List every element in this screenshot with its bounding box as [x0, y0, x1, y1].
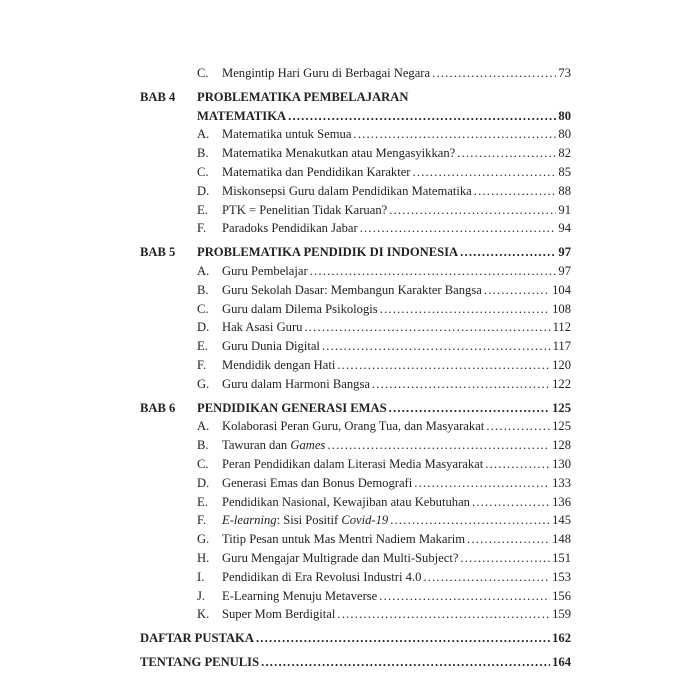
- page-number: 120: [552, 357, 571, 372]
- page-number: 97: [558, 263, 571, 278]
- toc-entry: [140, 219, 571, 238]
- page-number: 153: [552, 569, 571, 584]
- chapter-number: BAB 6: [140, 400, 176, 415]
- dot-leader: [337, 356, 550, 375]
- dot-leader: [414, 474, 550, 493]
- page-number: 97: [558, 245, 571, 260]
- entry-title-part: Peran Pendidikan dalam Literasi Media Masyarakat: [222, 456, 484, 471]
- entry-title: [222, 318, 302, 337]
- entry-title-part: Guru dalam Harmoni Bangsa: [222, 376, 370, 391]
- toc-entry: [140, 356, 571, 375]
- toc-backmatter-entry: [140, 629, 571, 648]
- page-number: 130: [552, 456, 571, 471]
- page-number: 151: [552, 550, 571, 565]
- page-number: 91: [558, 202, 571, 217]
- entry-title-part: PROBLEMATIKA PEMBELAJARAN: [197, 89, 409, 104]
- toc-chapter-entry: [140, 88, 571, 107]
- entry-title-part: PROBLEMATIKA PENDIDIK DI INDONESIA: [197, 245, 459, 260]
- entry-title: [222, 281, 482, 300]
- entry-title-part: Generasi Emas dan Bonus Demografi: [222, 475, 413, 490]
- entry-title-part: Guru Dunia Digital: [222, 339, 320, 354]
- dot-leader: [322, 337, 551, 356]
- page-number: 136: [552, 494, 571, 509]
- dot-leader: [379, 587, 550, 606]
- page-number: 133: [552, 475, 571, 490]
- entry-title-part: Matematika untuk Semua: [222, 127, 352, 142]
- toc-entry: [140, 375, 571, 394]
- entry-title: [222, 300, 378, 319]
- toc-entry: [140, 262, 571, 281]
- entry-letter: E.: [197, 339, 208, 354]
- entry-title-part: Hak Asasi Guru: [222, 320, 303, 335]
- entry-letter: D.: [197, 183, 210, 198]
- toc-entry: [140, 144, 571, 163]
- dot-leader: [457, 144, 556, 163]
- entry-title: [222, 201, 387, 220]
- entry-title: [222, 605, 335, 624]
- entry-letter: G.: [197, 532, 210, 547]
- entry-title-part: E-Learning Menuju Metaverse: [222, 588, 378, 603]
- page-number: 112: [552, 320, 571, 335]
- page-number: 94: [558, 221, 571, 236]
- entry-title: [222, 182, 472, 201]
- entry-title: [222, 474, 412, 493]
- entry-letter: C.: [197, 66, 209, 80]
- entry-title-part: MATEMATIKA: [197, 108, 287, 123]
- dot-leader: [474, 182, 557, 201]
- entry-title-part: Guru Mengajar Multigrade dan Multi-Subject?: [222, 550, 459, 565]
- page-number: 145: [552, 513, 571, 528]
- dot-leader: [485, 455, 550, 474]
- entry-letter: K.: [197, 607, 210, 622]
- entry-title-part: Titip Pesan untuk Mas Mentri Nadiem Makarim: [222, 532, 465, 547]
- entry-title-part: Super Mom Berdigital: [222, 607, 336, 622]
- page-number: 117: [552, 339, 571, 354]
- dot-leader: [261, 653, 550, 672]
- entry-letter: B.: [197, 146, 209, 161]
- entry-title-part: Covid-19: [341, 513, 389, 528]
- entry-title-part: Pendidikan Nasional, Kewajiban atau Kebutuhan: [222, 494, 470, 509]
- dot-leader: [467, 530, 550, 549]
- page-number: 80: [558, 127, 571, 142]
- dot-leader: [460, 243, 556, 262]
- toc-entry: [140, 568, 571, 587]
- dot-leader: [423, 568, 550, 587]
- entry-title: [222, 587, 377, 606]
- dot-leader: [389, 201, 556, 220]
- entry-title-part: Mendidik dengan Hati: [222, 357, 336, 372]
- page-number: 108: [552, 301, 571, 316]
- page-number: 148: [552, 532, 571, 547]
- toc-entry: [140, 125, 571, 144]
- dot-leader: [472, 493, 550, 512]
- toc-chapter-entry: [140, 107, 571, 126]
- entry-letter: A.: [197, 419, 210, 434]
- dot-leader: [484, 281, 550, 300]
- entry-title-part: Games: [290, 438, 326, 453]
- entry-letter: D.: [197, 475, 210, 490]
- toc-entry: [140, 605, 571, 624]
- entry-title-part: Matematika dan Pendidikan Karakter: [222, 164, 411, 179]
- page-number: 122: [552, 376, 571, 391]
- entry-title-part: Miskonsepsi Guru dalam Pendidikan Matematika: [222, 183, 472, 198]
- toc-entry: [140, 201, 571, 220]
- entry-letter: B.: [197, 438, 209, 453]
- page-number: 125: [552, 419, 571, 434]
- toc-entry: [140, 549, 571, 568]
- toc-entry: [140, 337, 571, 356]
- entry-letter: A.: [197, 127, 210, 142]
- entry-title: [222, 549, 458, 568]
- dot-leader: [390, 511, 550, 530]
- entry-title-part: Pendidikan di Era Revolusi Industri 4.0: [222, 569, 422, 584]
- entry-letter: B.: [197, 282, 209, 297]
- dot-leader: [310, 262, 557, 281]
- page-number: 159: [552, 607, 571, 622]
- page-number: 156: [552, 588, 571, 603]
- entry-title-part: Guru Pembelajar: [222, 263, 308, 278]
- entry-letter: A.: [197, 263, 210, 278]
- entry-title-part: PTK = Penelitian Tidak Karuan?: [222, 202, 388, 217]
- toc-entry: [140, 300, 571, 319]
- entry-title-part: : Sisi Positif: [276, 513, 342, 528]
- entry-title: [222, 163, 411, 182]
- entry-title: [222, 493, 470, 512]
- entry-letter: I.: [197, 569, 205, 584]
- dot-leader: [337, 605, 550, 624]
- entry-title-part: Matematika Menakutkan atau Mengasyikkan?: [222, 146, 456, 161]
- page-number: 104: [552, 282, 571, 297]
- entry-title-part: PENDIDIKAN GENERASI EMAS: [197, 400, 387, 415]
- entry-letter: J.: [197, 588, 206, 603]
- chapter-number: BAB 5: [140, 245, 176, 260]
- entry-letter: F.: [197, 221, 207, 236]
- dot-leader: [353, 125, 556, 144]
- toc-chapter-entry: [140, 399, 571, 418]
- entry-letter: F.: [197, 513, 207, 528]
- toc-entry: [140, 436, 571, 455]
- page-number: 88: [558, 183, 571, 198]
- entry-letter: G.: [197, 376, 210, 391]
- toc-entry: [140, 511, 571, 530]
- entry-title: [222, 417, 484, 436]
- dot-leader: [460, 549, 550, 568]
- entry-title: [222, 144, 455, 163]
- dot-leader: [380, 300, 550, 319]
- entry-title-part: E-learning: [222, 513, 277, 528]
- toc-entry: [140, 318, 571, 337]
- entry-title-part: Mengintip Hari Guru di Berbagai Negara: [222, 66, 431, 80]
- toc-entry: [140, 281, 571, 300]
- toc-entry: [140, 474, 571, 493]
- entry-title: [140, 629, 254, 648]
- page-number: 128: [552, 438, 571, 453]
- page-number: 164: [552, 654, 571, 669]
- toc-entry: [140, 493, 571, 512]
- dot-leader: [288, 107, 556, 126]
- entry-title: [222, 337, 320, 356]
- toc-chapter-entry: [140, 243, 571, 262]
- entry-title-part: Kolaborasi Peran Guru, Orang Tua, dan Masyarakat: [222, 419, 485, 434]
- entry-letter: C.: [197, 456, 209, 471]
- dot-leader: [327, 436, 550, 455]
- entry-title: [140, 653, 259, 672]
- entry-letter: F.: [197, 357, 207, 372]
- dot-leader: [372, 375, 550, 394]
- toc-entry: [140, 417, 571, 436]
- entry-title-part: Paradoks Pendidikan Jabar: [222, 221, 358, 236]
- dot-leader: [389, 399, 550, 418]
- dot-leader: [413, 163, 557, 182]
- entry-letter: C.: [197, 301, 209, 316]
- page-number: 73: [558, 66, 571, 80]
- toc-entry: [140, 587, 571, 606]
- entry-letter: E.: [197, 202, 208, 217]
- entry-title: [197, 243, 458, 262]
- toc-entry: [140, 455, 571, 474]
- entry-title-part: Tawuran dan: [222, 438, 291, 453]
- entry-title: [222, 64, 430, 83]
- dot-leader: [486, 417, 550, 436]
- dot-leader: [256, 629, 550, 648]
- page-number: 125: [552, 400, 571, 415]
- page-number: 162: [552, 631, 571, 646]
- toc-entry: [140, 182, 571, 201]
- entry-title: [222, 436, 325, 455]
- entry-title: [222, 125, 351, 144]
- entry-title: [222, 219, 358, 238]
- dot-leader: [360, 219, 557, 238]
- toc-entry: [140, 163, 571, 182]
- page-number: 80: [558, 108, 571, 123]
- entry-letter: E.: [197, 494, 208, 509]
- entry-letter: H.: [197, 550, 210, 565]
- entry-title: [222, 356, 335, 375]
- entry-title-part: TENTANG PENULIS: [140, 654, 260, 669]
- entry-title: [222, 530, 465, 549]
- entry-title: [222, 375, 370, 394]
- entry-title: [197, 399, 387, 418]
- entry-letter: D.: [197, 320, 210, 335]
- entry-title-part: Guru Sekolah Dasar: Membangun Karakter Bangsa: [222, 282, 482, 297]
- table-of-contents: [140, 64, 571, 672]
- entry-title-part: DAFTAR PUSTAKA: [140, 631, 254, 646]
- entry-letter: C.: [197, 164, 209, 179]
- entry-title: [222, 511, 388, 530]
- entry-title: [222, 455, 483, 474]
- dot-leader: [432, 64, 556, 83]
- toc-backmatter-entry: [140, 653, 571, 672]
- toc-entry: [140, 530, 571, 549]
- entry-title: [197, 107, 286, 126]
- page-number: 82: [558, 146, 571, 161]
- entry-title: [197, 88, 408, 107]
- dot-leader: [304, 318, 550, 337]
- toc-entry: [140, 64, 571, 83]
- page-number: 85: [558, 164, 571, 179]
- entry-title: [222, 262, 308, 281]
- entry-title: [222, 568, 421, 587]
- entry-title-part: Guru dalam Dilema Psikologis: [222, 301, 378, 316]
- chapter-number: BAB 4: [140, 89, 176, 104]
